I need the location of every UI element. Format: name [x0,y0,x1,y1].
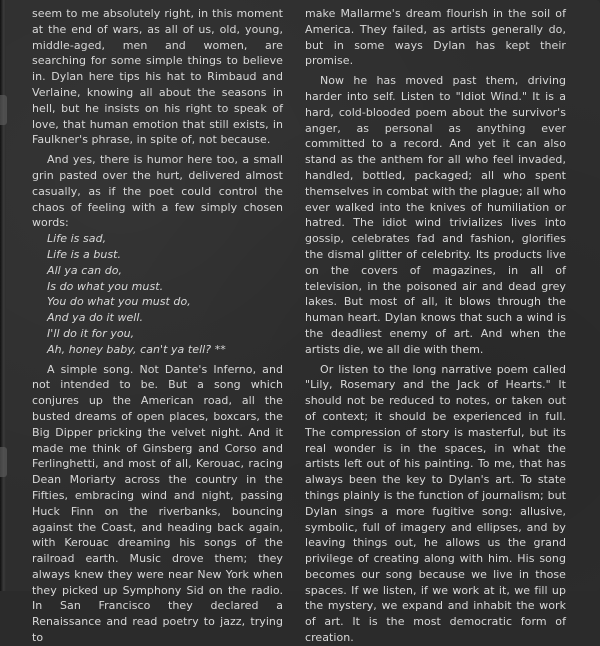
paragraph: make Mallarme's dream flourish in the soil of America. They failed, as artists generally do, but in some ways Dylan has kept their promise. [305,7,566,68]
lyric-line: And ya do it well. [47,311,144,325]
booklet-spine-edge [0,0,6,591]
lyric-quote [32,231,283,357]
booklet-staple-mark [0,95,7,125]
paragraph: seem to me absolutely right, in this moment at the end of wars, as all of us, old, young, middle-aged, men and women, are searching for some simple things to believe in. Dylan here tips his hat to Rimbaud and Verlaine, knowing all about the seasons in hell, but he insists on his right to speak of love, that human emotion that still exists, in Faulkner's phrase, in spite of, not because. [32,7,283,147]
right-text-column [305,6,566,646]
lyric-line: I'll do it for you, [47,326,135,340]
paragraph: Now he has moved past them, driving harder into self. Listen to "Idiot Wind." It is a hard, cold-blooded poem about the survivor's anger, as personal as anything ever committed to a record. And yet it can also stand as the anthem for all who feel invaded, handled, bottled, packaged; all who spent themselves in combat with the plague; all who ever walked into the knives of humiliation or hatred. The idiot wind trivializes lives into gossip, celebrates fad and fashion, glorifies the dismal glitter of celebrity. Its products live on the covers of magazines, in all of television, in the poisoned air and dead grey lakes. But most of all, it blows through the human heart. Dylan knows that such a wind is the deadliest enemy of art. And when the artists die, we all die with them. [305,74,566,356]
left-text-column [32,6,283,646]
lyric-line: Life is a bust. [47,247,122,261]
booklet-staple-mark [0,447,7,477]
lyric-line: Is do what you must. [47,279,164,293]
paragraph: And yes, there is humor here too, a small grin pasted over the hurt, delivered almost casually, as if the poet could control the chaos of feeling with a few simply chosen words: [32,153,283,230]
lyric-line: Life is sad, [47,232,107,246]
paragraph: A simple song. Not Dante's Inferno, and not intended to be. But a song which conjures up the American road, all the busted dreams of open places, boxcars, the Big Dipper pricking the velvet night. And it made me think of Ginsberg and Corso and Ferlinghetti, and most of all, Kerouac, racing Dean Moriarty across the country in the Fifties, embracing wind and night, passing Huck Finn on the riverbanks, bouncing against the Coast, and heading back again, with Kerouac dreaming his songs of the railroad earth. Music drove them; they always knew they were near New York when they picked up Symphony Sid on the radio. In San Francisco they declared a Renaissance and read poetry to jazz, trying to [32,362,283,645]
lyric-line: Ah, honey baby, can't ya tell? ** [47,342,226,356]
lyric-line: You do what you must do, [47,295,191,309]
lyric-line: All ya can do, [47,263,123,277]
paragraph: Or listen to the long narrative poem called "Lily, Rosemary and the Jack of Hearts." It should not be reduced to notes, or taken out of context; it should be experienced in full. The compression of story is masterful, but its real wonder is in the spaces, in what the artists left out of his painting. To me, that has always been the key to Dylan's art. To state things plainly is the function of journalism; but Dylan sings a more fugitive song: allusive, symbolic, full of imagery and ellipses, and by leaving things out, he allows us the grand privilege of creating along with him. His song becomes our song because we live in those spaces. If we listen, if we work at it, we fill up the mystery, we expand and inhabit the work of art. It is the most democratic form of creation. [305,362,566,645]
